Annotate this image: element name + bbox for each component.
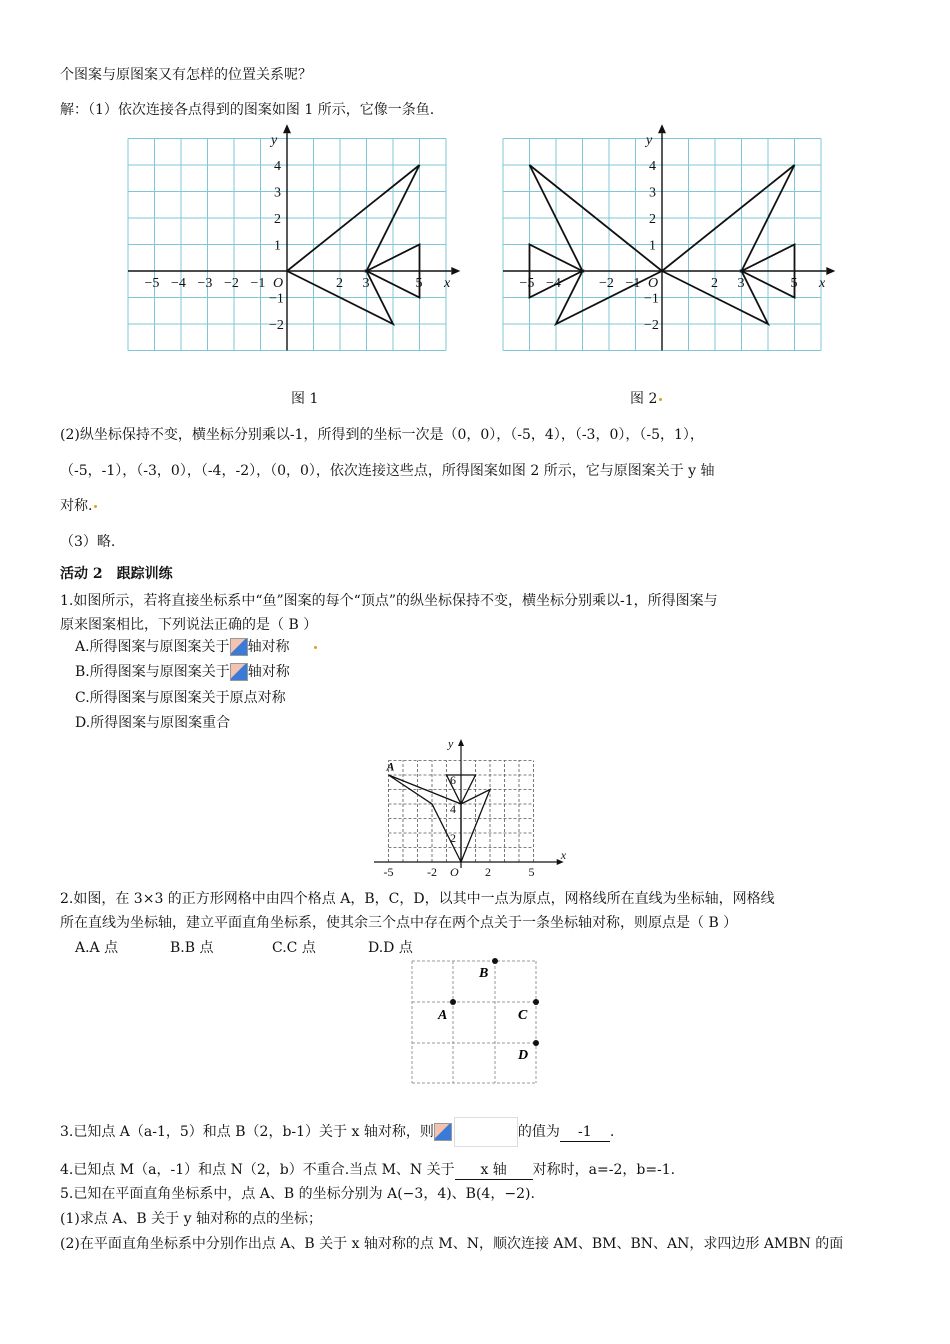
point-c (533, 999, 539, 1005)
q2-option-b[interactable]: B.B 点 (170, 940, 214, 956)
q4-answer: x 轴 (455, 1161, 533, 1180)
fig1-y-tick-label: −1 (269, 291, 284, 307)
fig1-x-tick-label: 5 (415, 276, 423, 291)
answer-2-line1: (2)纵坐标保持不变，横坐标分别乘以-1，所得到的坐标一次是（0，0），（-5，4），（-3，0），（-5，1）， (60, 427, 704, 443)
image-placeholder-icon (230, 663, 248, 681)
fig1-y-axis-label: y (271, 132, 278, 148)
q4-text: 4.已知点 M（a，-1）和点 N（2，b）不重合.当点 M、N 关于 (60, 1162, 455, 1178)
fig1-y-tick-label: 4 (274, 159, 281, 174)
fig2-y-tick-label: −2 (644, 318, 659, 333)
figure-1-graph (125, 132, 455, 357)
q5-stem: 5.已知在平面直角坐标系中，点 A、B 的坐标分别为 A(−3，4)、B(4，−2). (60, 1186, 535, 1202)
fig1-x-tick-label: −4 (171, 276, 186, 291)
q1-option-a-text: A.所得图案与原图案关于 (75, 639, 230, 655)
q2-option-d[interactable]: D.D 点 (368, 940, 413, 956)
fig2-x-tick-label: −4 (546, 276, 561, 291)
q2-option-a[interactable]: A.A 点 (75, 940, 119, 956)
figure-2-caption-text: 图 2 (630, 391, 658, 407)
marker-dot (659, 398, 662, 401)
answer-3: （3）略. (60, 534, 116, 550)
answer-2-line2: （-5，-1），（-3，0），（-4，-2），（0，0），依次连接这些点，所得图案如图 2 所示，它与原图案关于 y 轴 (60, 463, 715, 479)
q1-option-a-suffix: 轴对称 (247, 639, 290, 655)
q1-y-tick-label: 6 (450, 773, 456, 787)
q3-answer: -1 (560, 1123, 610, 1142)
fig2-x-tick-label: 3 (737, 276, 745, 291)
marker-dot (94, 505, 97, 508)
intro-question: 个图案与原图案又有怎样的位置关系呢？ (60, 67, 312, 83)
figure-1-caption: 图 1 (291, 391, 319, 407)
q1-option-b-suffix: 轴对称 (247, 664, 290, 680)
q1-x-tick-label: 5 (528, 865, 535, 879)
fig2-y-arrow (658, 124, 666, 133)
q1-x-tick-label: -5 (383, 865, 394, 879)
q1-y-tick-label: 2 (450, 831, 456, 845)
fig2-y-tick-label: −1 (644, 291, 659, 307)
point-d-label: D (518, 1048, 529, 1063)
figure-2-graph (500, 132, 830, 357)
marker-dot (314, 646, 317, 649)
q3-end: . (609, 1124, 615, 1140)
fig2-y-tick-label: 1 (649, 238, 656, 254)
q3-line (60, 1117, 614, 1147)
q1-option-b[interactable] (75, 663, 290, 681)
fig1-x-axis-label: x (444, 276, 451, 291)
fig2-y-tick-label: 2 (649, 212, 656, 227)
fig1-y-tick-label: 3 (274, 185, 281, 201)
q1-y-arrow (458, 739, 464, 746)
fig1-origin-label: O (273, 276, 284, 291)
point-b (492, 958, 498, 964)
fig2-x-arrow (826, 267, 835, 275)
fig2-x-tick-label: −2 (599, 276, 614, 291)
q1-stem-line1: 1.如图所示，若将直接坐标系中“鱼”图案的每个“顶点”的纵坐标保持不变，横坐标分别乘以-1，所得图案与 (60, 593, 718, 609)
q1-option-a[interactable] (75, 638, 317, 656)
fig1-x-tick-label: 3 (362, 276, 370, 291)
fig1-y-tick-label: 1 (274, 238, 281, 254)
fig1-x-tick-label: −2 (224, 276, 239, 291)
image-placeholder-icon (434, 1123, 452, 1141)
fig1-y-arrow (283, 124, 291, 133)
q1-y-tick-label: 4 (450, 802, 456, 816)
q5-part1: (1)求点 A、B 关于 y 轴对称的点的坐标； (60, 1211, 322, 1227)
q1-point-a-label: A (386, 759, 395, 774)
q4-post-text: 对称时，a=-2，b=-1. (532, 1162, 676, 1178)
image-placeholder-icon (230, 638, 248, 656)
fig1-x-tick-label: −1 (250, 276, 266, 291)
q1-option-d[interactable]: D.所得图案与原图案重合 (75, 715, 231, 731)
q1-option-b-text: B.所得图案与原图案关于 (75, 664, 230, 680)
point-a (450, 999, 456, 1005)
fig2-x-tick-label: −1 (625, 276, 641, 291)
answer-2-line3-text: 对称. (60, 498, 93, 514)
fig1-x-tick-label: 2 (336, 276, 343, 291)
fig2-x-tick-label: 2 (711, 276, 718, 291)
fig1-y-tick-label: −2 (269, 318, 284, 333)
q2-stem-line1: 2.如图，在 3×3 的正方形网格中由四个格点 A，B，C，D，以其中一点为原点，网格线所在直线为坐标轴，网格线 (60, 891, 775, 907)
q1-x-axis-label: x (560, 848, 567, 862)
q5-part2: (2)在平面直角坐标系中分别作出点 A、B 关于 x 轴对称的点 M、N，顺次连接 AM、BM、BN、AN，求四边形 AMBN 的面 (60, 1236, 844, 1252)
q2-option-c[interactable]: C.C 点 (272, 940, 316, 956)
q1-fish-graph (376, 732, 571, 877)
fig1-x-tick-label: −5 (144, 276, 160, 291)
fig1-y-tick-label: 2 (274, 212, 281, 227)
point-a-label: A (438, 1008, 448, 1023)
q2-grid-figure (408, 958, 543, 1088)
answer-2-line3 (60, 497, 97, 515)
point-b-label: B (479, 966, 489, 981)
fig2-origin-label: O (648, 276, 659, 291)
figure-2-caption (630, 390, 662, 408)
q1-x-tick-label: -2 (427, 865, 437, 879)
activity-title: 活动 2 跟踪训练 (60, 566, 173, 582)
fig1-x-tick-label: −3 (197, 276, 213, 291)
fig1-x-arrow (451, 267, 460, 275)
q3-text: 3.已知点 A（a-1，5）和点 B（2，b-1）关于 x 轴对称，则 (60, 1124, 434, 1140)
q1-x-tick-label: 2 (485, 865, 491, 879)
q1-y-axis-label: y (448, 736, 454, 751)
answer-1: 解：（1）依次连接各点得到的图案如图 1 所示，它像一条鱼. (60, 102, 435, 118)
fig2-y-axis-label: y (646, 132, 653, 148)
q4-line (60, 1161, 675, 1180)
fig2-y-tick-label: 3 (649, 185, 656, 201)
formula-placeholder (454, 1117, 518, 1147)
point-d (533, 1040, 539, 1046)
point-c-label: C (518, 1008, 528, 1023)
fig2-y-tick-label: 4 (649, 159, 656, 174)
q2-stem-line2: 所在直线为坐标轴，建立平面直角坐标系，使其余三个点中存在两个点关于一条坐标轴对称，则原点是（ B ） (60, 915, 738, 931)
fig2-x-axis-label: x (819, 276, 826, 291)
q3-mid-text: 的值为 (517, 1124, 560, 1140)
fig2-x-tick-label: 5 (790, 276, 798, 291)
q1-stem-line2: 原来图案相比，下列说法正确的是（ B ） (60, 617, 318, 633)
fig2-x-tick-label: −5 (519, 276, 535, 291)
q1-origin-label: O (450, 865, 459, 879)
q1-option-c[interactable]: C.所得图案与原图案关于原点对称 (75, 690, 286, 706)
